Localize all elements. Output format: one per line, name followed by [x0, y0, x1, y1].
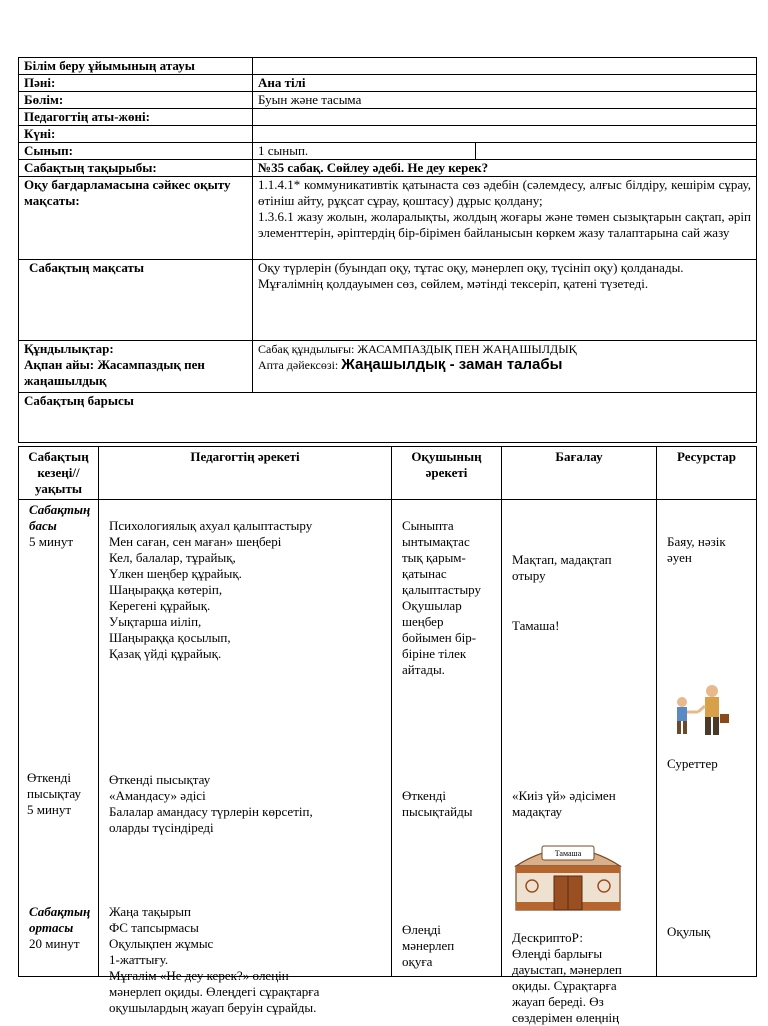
- yurt-sign: Тамаша: [554, 849, 582, 858]
- student-line: қатынас: [402, 566, 447, 581]
- student-line: ынтымақтас: [402, 534, 470, 549]
- stage-start-time: 5 минут: [29, 534, 74, 549]
- student-block-new-topic: [402, 922, 454, 970]
- student-line: шеңбер: [402, 614, 444, 629]
- eval-line: оқиды. Сұрақтарға: [512, 978, 617, 993]
- lesson-value-line: Сабақ құндылығы: ЖАСАМПАЗДЫҚ ПЕН ЖАҢАШЫЛДЫҚ: [258, 342, 577, 356]
- eval-line: Өлеңді барлығы: [512, 946, 603, 961]
- progress-label: Сабақтың барысы: [19, 393, 757, 443]
- student-line: Оқушылар: [402, 598, 462, 613]
- teacher-line: Үлкен шеңбер құрайық.: [109, 566, 242, 581]
- student-block-intro: [402, 518, 481, 678]
- teacher-column: [99, 500, 392, 1015]
- section-value: Буын және тасыма: [253, 92, 757, 109]
- student-line: мәнерлеп: [402, 938, 455, 953]
- values-label: [19, 341, 253, 393]
- resource-line: әуен: [667, 550, 692, 565]
- eval-block-review: [512, 788, 616, 820]
- teacher-label: Педагогтің аты-жөні:: [19, 109, 253, 126]
- student-line: оқуға: [402, 954, 433, 969]
- eval-block-intro: [512, 552, 612, 584]
- teacher-line: оқушылардың жауап беруін сұрайды.: [109, 1000, 317, 1015]
- values-label-2: Ақпан айы: Жасампаздық пен жаңашылдық: [24, 357, 205, 388]
- objectives-value: [253, 177, 757, 260]
- resource-music: [667, 534, 726, 566]
- teacher-line: Шаңыраққа көтеріп,: [109, 582, 223, 597]
- teacher-line: Шаңыраққа қосылып,: [109, 630, 231, 645]
- yurt-illustration: [512, 838, 624, 914]
- student-line: қалыптастыру: [402, 582, 482, 597]
- teacher-line: Керегені құрайық.: [109, 598, 211, 613]
- teacher-line: «Амандасу» әдісі: [109, 788, 206, 803]
- student-column: [392, 500, 502, 977]
- teacher-line: 1-жаттығу.: [109, 952, 169, 967]
- stage-middle-title: Сабақтың ортасы: [29, 904, 91, 935]
- teacher-line: Қазақ үйді құрайық.: [109, 646, 222, 661]
- subject-value: Ана тілі: [253, 75, 757, 92]
- resources-column: [657, 500, 757, 977]
- student-line: Өлеңді: [402, 922, 441, 937]
- stage-review-time: 5 минут: [27, 802, 72, 817]
- objective-2: 1.3.6.1 жазу жолын, жоларалықты, жолдың жоғары және төмен сызықтарын сақтап, әріп элементтерін, әріптердің бір-бірімен байланысын көркем жазу талаптарына сай жазу: [258, 209, 751, 240]
- eval-line: дауыстап, мәнерлеп: [512, 962, 622, 977]
- resource-pictures: Суреттер: [667, 756, 718, 771]
- values-label-1: Құндылықтар:: [24, 341, 114, 356]
- objectives-label: Оқу бағдарламасына сәйкес оқыту мақсаты:: [19, 177, 253, 260]
- header-stage: Сабақтың кезеңі// уақыты: [19, 447, 99, 500]
- header-evaluation: Бағалау: [502, 447, 657, 500]
- teacher-block-new-topic: [109, 904, 319, 1016]
- objective-1: 1.1.4.1* коммуникативтік қатынаста сөз әдебін (сәлемдесу, алғыс білдіру, кешірім сұрау, өтініш айту, рұқсат сұрау, қоштасу) дұрыс қолдану;: [258, 177, 751, 208]
- goal-2: Мұғалімнің қолдауымен сөз, сөйлем, мәтінді тексеріп, қатені түзетеді.: [258, 276, 649, 291]
- goal-label: Сабақтың мақсаты: [19, 260, 253, 341]
- stage-middle: [29, 904, 89, 952]
- student-line: Өткенді: [402, 788, 447, 803]
- week-prefix: Апта дәйексөзі:: [258, 358, 342, 372]
- stage-start: [29, 502, 89, 550]
- topic-label: Сабақтың тақырыбы:: [19, 160, 253, 177]
- student-line: тық қарым-: [402, 550, 466, 565]
- teacher-value: [253, 109, 757, 126]
- teacher-line: Мұғалім «Не деу керек?» өлеңін: [109, 968, 289, 983]
- stage-review-title: Өткенді пысықтау: [27, 770, 81, 801]
- teacher-line: Мен саған, сен маған» шеңбері: [109, 534, 282, 549]
- resource-textbook: Оқулық: [667, 924, 711, 939]
- section-label: Бөлім:: [19, 92, 253, 109]
- eval-block-descriptor: [512, 930, 622, 1026]
- header-teacher: Педагогтің әрекеті: [99, 447, 392, 500]
- eval-line: ДескриптоР:: [512, 930, 583, 945]
- greeting-people-icon: [668, 682, 732, 738]
- student-line: бойымен бір-: [402, 630, 477, 645]
- stage-review: [27, 770, 102, 818]
- teacher-line: Балалар амандасу түрлерін көрсетіп,: [109, 804, 313, 819]
- stage-start-title: Сабақтың басы: [29, 502, 91, 533]
- teacher-line: Кел, балалар, тұрайық,: [109, 550, 236, 565]
- teacher-line: мәнерлеп оқиды. Өлеңдегі сұрақтарға: [109, 984, 320, 999]
- eval-line: мадақтау: [512, 804, 563, 819]
- teacher-line: Жаңа тақырып: [109, 904, 191, 919]
- evaluation-column: [502, 500, 657, 1025]
- goal-value: [253, 260, 757, 341]
- org-value: [253, 58, 757, 75]
- lesson-info-table: [18, 57, 757, 443]
- stage-column: [19, 500, 99, 977]
- student-line: Сыныпта: [402, 518, 454, 533]
- topic-value: №35 сабақ. Сөйлеу әдебі. Не деу керек?: [253, 160, 757, 177]
- resource-line: Баяу, нәзік: [667, 534, 726, 549]
- header-student: Оқушының әрекеті: [392, 447, 502, 500]
- teacher-line: оларды түсіндіреді: [109, 820, 214, 835]
- student-line: айтады.: [402, 662, 445, 677]
- subject-label: Пәні:: [19, 75, 253, 92]
- lesson-plan-table: [18, 446, 757, 1025]
- eval-line: сөздерімен өлеңнің: [512, 1010, 620, 1025]
- teacher-block-intro: [109, 518, 312, 662]
- teacher-line: Өткенді пысықтау: [109, 772, 211, 787]
- student-line: пысықтайды: [402, 804, 473, 819]
- class-extra: [476, 143, 757, 160]
- org-label: Білім беру ұйымының атауы: [19, 58, 253, 75]
- eval-line: «Киіз үй» әдісімен: [512, 788, 616, 803]
- teacher-block-review: [109, 772, 313, 836]
- week-quote: Жаңашылдық - заман талабы: [341, 356, 563, 373]
- date-value: [253, 126, 757, 143]
- student-block-review: [402, 788, 472, 820]
- class-value: 1 сынып.: [253, 143, 476, 160]
- stage-middle-time: 20 минут: [29, 936, 80, 951]
- eval-line: Мақтап, мадақтап: [512, 552, 612, 567]
- eval-praise: Тамаша!: [512, 618, 560, 633]
- student-line: біріне тілек: [402, 646, 467, 661]
- teacher-line: Уықтарша иіліп,: [109, 614, 202, 629]
- class-label: Сынып:: [19, 143, 253, 160]
- week-quote-line: [258, 357, 751, 373]
- values-value: [253, 341, 757, 393]
- teacher-line: Оқулықпен жұмыс: [109, 936, 214, 951]
- eval-line: отыру: [512, 568, 546, 583]
- teacher-line: ФС тапсырмасы: [109, 920, 199, 935]
- teacher-line: Психологиялық ахуал қалыптастыру: [109, 518, 313, 533]
- goal-1: Оқу түрлерін (буындап оқу, тұтас оқу, мәнерлеп оқу, түсініп оқу) қолданады.: [258, 260, 684, 275]
- header-resources: Ресурстар: [657, 447, 757, 500]
- date-label: Күні:: [19, 126, 253, 143]
- eval-line: жауап береді. Өз: [512, 994, 604, 1009]
